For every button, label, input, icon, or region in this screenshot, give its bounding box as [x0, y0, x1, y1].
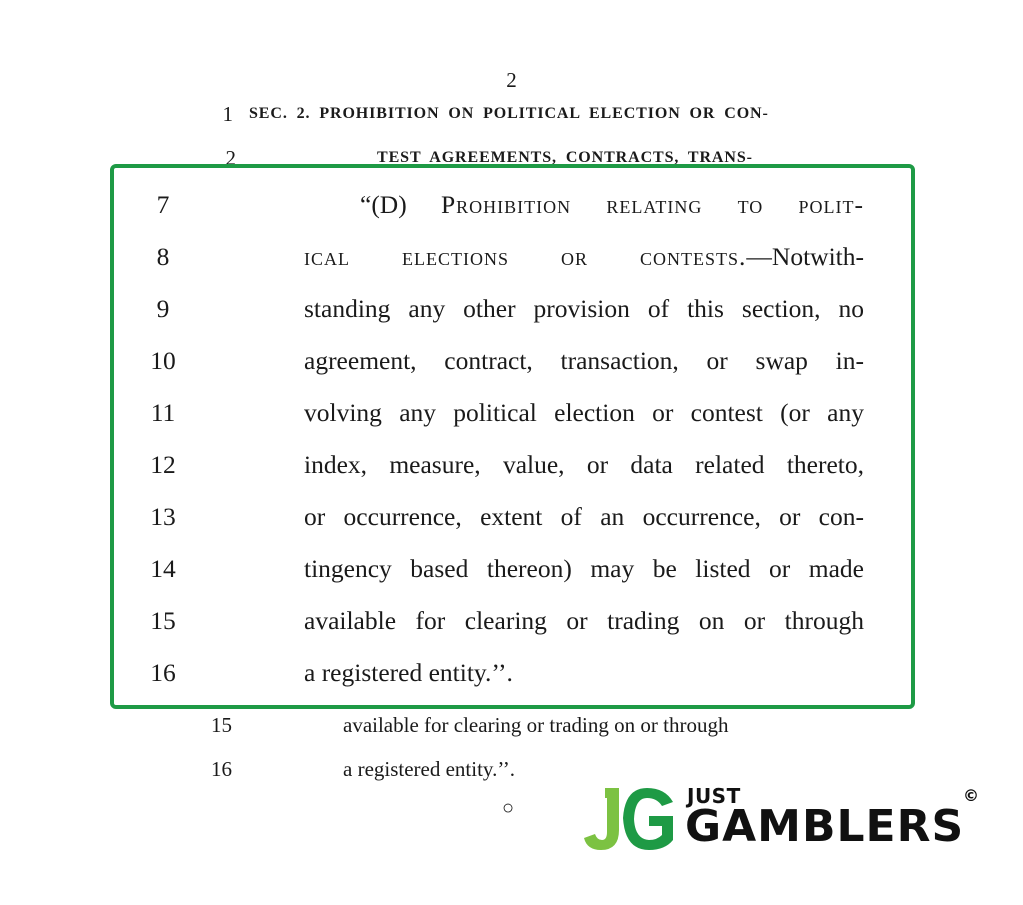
- zoom-line: [114, 346, 911, 398]
- zoom-line: [114, 606, 911, 658]
- zoom-line: [114, 450, 911, 502]
- line-number: 1: [222, 102, 233, 126]
- page-number: 2: [506, 68, 517, 92]
- line-text: available for clearing or trading on or through: [343, 713, 729, 737]
- line-text: a registered entity.’’.: [304, 658, 513, 687]
- line-text: volving any political election or contest (or any: [304, 398, 864, 427]
- logo-word-gamblers: GAMBLERS: [685, 801, 965, 852]
- line-number: 15: [211, 713, 232, 737]
- line-number: 13: [150, 502, 176, 531]
- line-text: [304, 242, 864, 272]
- zoom-line: [114, 242, 911, 294]
- line-number: 12: [150, 450, 176, 479]
- line-text: a registered entity.’’.: [343, 757, 515, 781]
- logo-g-shape: [623, 788, 673, 850]
- body-line: [196, 713, 836, 741]
- jg-logo-mark-icon: [583, 784, 675, 852]
- section-heading-continued: TEST AGREEMENTS, CONTRACTS, TRANS-: [377, 149, 753, 164]
- zoom-line: [114, 190, 911, 242]
- zoom-line: [114, 294, 911, 346]
- line-number: 2: [225, 146, 236, 164]
- line-number: 8: [156, 242, 170, 271]
- small-caps-heading: Prohibition relating to polit-: [440, 190, 865, 219]
- line-text: available for clearing or trading on or through: [304, 606, 864, 635]
- small-caps-heading: ical elections or contests.: [304, 242, 747, 271]
- line-number: 10: [150, 346, 176, 375]
- logo-j-shape: [584, 788, 619, 850]
- logo-word-just: JUST: [687, 784, 741, 808]
- zoom-line: [114, 658, 911, 710]
- line-number: 16: [211, 757, 232, 781]
- heading-line-2-clip: [200, 140, 840, 164]
- open-quote-d: “(D): [360, 190, 441, 219]
- zoom-line: [114, 554, 911, 606]
- section-heading: SEC. 2. PROHIBITION ON POLITICAL ELECTION OR CON-: [249, 105, 769, 122]
- line-text-rest: —Notwith-: [746, 242, 864, 271]
- line-text: tingency based thereon) may be listed or made: [304, 554, 864, 583]
- line-number: 16: [150, 658, 176, 687]
- line-text: or occurrence, extent of an occurrence, or con-: [304, 502, 864, 531]
- zoom-highlight-box: [110, 164, 915, 709]
- page-end-circle: ○: [502, 797, 515, 819]
- line-number: 9: [156, 294, 170, 323]
- line-number: 7: [156, 190, 170, 219]
- line-number: 11: [150, 398, 176, 427]
- line-text: [360, 190, 864, 220]
- zoom-line: [114, 502, 911, 554]
- body-line: [196, 757, 836, 785]
- line-number: 15: [150, 606, 176, 635]
- line-text: standing any other provision of this section, no: [304, 294, 864, 323]
- line-number: 14: [150, 554, 176, 583]
- heading-line: [197, 102, 837, 128]
- zoom-line: [114, 398, 911, 450]
- just-gamblers-logo: [583, 784, 983, 854]
- line-text: agreement, contract, transaction, or swap in-: [304, 346, 864, 375]
- line-text: index, measure, value, or data related thereto,: [304, 450, 864, 479]
- copyright-icon: ©: [963, 786, 979, 805]
